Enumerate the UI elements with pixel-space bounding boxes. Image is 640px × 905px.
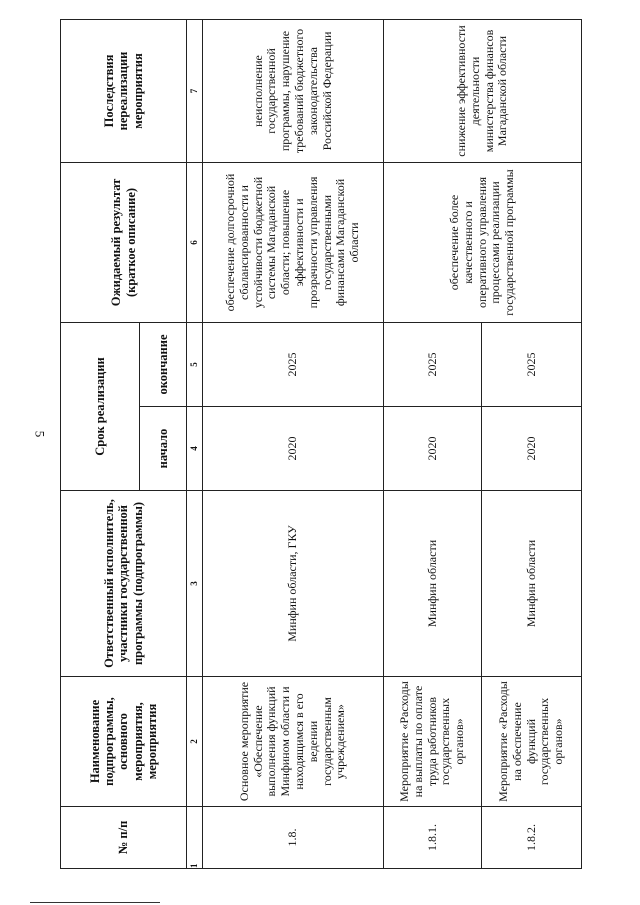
column-number: 7 <box>187 19 202 162</box>
row-end: 2025 <box>481 322 581 406</box>
row-start: 2020 <box>384 407 482 491</box>
header-period: Срок реализации <box>61 322 140 490</box>
table-row <box>384 19 482 868</box>
footnote-rule <box>30 902 160 903</box>
row-name: Основное мероприятие «Обеспечение выполнения функций Минфином области и находящимся в его ведении государственным учреждением» <box>202 677 383 807</box>
column-number: 5 <box>187 322 202 406</box>
row-end: 2025 <box>202 322 383 406</box>
row-name: Мероприятие «Расходы на обеспечение функций государственных органов» <box>481 677 581 807</box>
header-name: Наименование подпрограммы, основного мероприятия, мероприятия <box>61 677 187 807</box>
header-consequences: Последствия нереализации мероприятия <box>61 19 187 162</box>
row-start: 2020 <box>481 407 581 491</box>
page-number: 5 <box>32 430 48 438</box>
header-start: начало <box>139 407 187 491</box>
row-result: обеспечение более качественного и оперативного управления процессами реализации государственной программы <box>384 162 582 322</box>
column-number: 1 <box>187 807 202 869</box>
row-num: 1.8.1. <box>384 807 482 869</box>
column-number: 3 <box>187 491 202 677</box>
row-start: 2020 <box>202 407 383 491</box>
row-consequences: снижение эффективности деятельности министерства финансов Магаданской области <box>384 19 582 162</box>
row-executor: Минфин области <box>384 491 482 677</box>
row-end: 2025 <box>384 322 482 406</box>
header-row <box>61 19 140 868</box>
row-executor: Минфин области <box>481 491 581 677</box>
table-row <box>202 19 383 868</box>
row-num: 1.8.2. <box>481 807 581 869</box>
column-number: 6 <box>187 162 202 322</box>
row-consequences: неисполнение государственной программы, нарушение требований бюджетного законодательства Российской Федерации <box>202 19 383 162</box>
rotated-table-container <box>60 20 582 869</box>
row-executor: Минфин области, ГКУ <box>202 491 383 677</box>
row-name: Мероприятие «Расходы на выплаты по оплате труда работников государственных органов» <box>384 677 482 807</box>
header-end: окончание <box>139 322 187 406</box>
header-num: № п/п <box>61 807 187 869</box>
column-number: 4 <box>187 407 202 491</box>
row-num: 1.8. <box>202 807 383 869</box>
row-result: обеспечение долгосрочной сбалансированности и устойчивости бюджетной системы Магаданской области; повышение эффективности и прозрачности управления государственными финансами Магаданской области <box>202 162 383 322</box>
header-result: Ожидаемый результат (краткое описание) <box>61 162 187 322</box>
column-number-row <box>187 19 202 868</box>
column-number: 2 <box>187 677 202 807</box>
measures-table <box>60 19 582 869</box>
header-executor: Ответственный исполнитель, участники государственной программы (подпрограммы) <box>61 491 187 677</box>
